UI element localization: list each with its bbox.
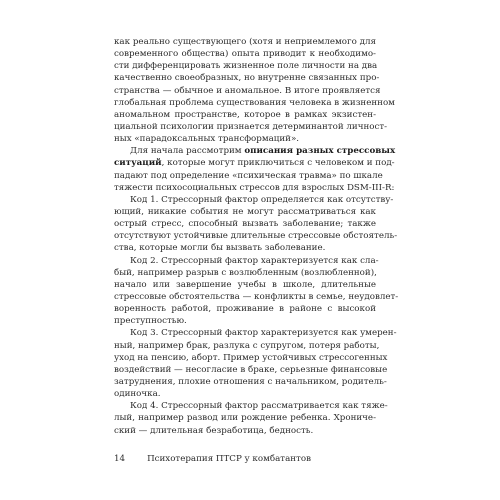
bold-phrase: ситуаций [114,158,162,169]
text-line: воздействий — несогласие в браке, серьезные финансовые [114,364,388,375]
text-line: ский — длительная безработица, бедность. [114,425,314,436]
text-line: уход на пенсию, аборт. Пример устойчивых стрессогенных [114,352,388,363]
text-line: ный, например брак, разлука с супругом, потеря работы, [114,340,380,351]
text-line: воренность работой, проживание в районе с высокой [114,304,376,315]
text-line: Код 4. Стрессорный фактор рассматривается как тяже- [130,401,388,412]
text-line: циальной психологии признается детерминантой личност- [114,121,388,132]
text-line: ства, которые могли бы вызвать заболевание. [114,243,326,254]
running-title: Психотерапия ПТСР у комбатантов [147,454,311,464]
text-line: тяжести психосоциальных стрессов для взрослых DSM-III-R: [114,182,395,193]
text-line: начало или завершение учебы в школе, длительные [114,279,376,290]
text-line: ющий, никакие события не могут рассматриваться как [114,206,376,217]
text-line: глобальная проблема существования человека в жизненном [114,97,395,108]
page-number: 14 [114,454,126,464]
bold-phrase: описания разных стрессовых [244,146,396,157]
text-line: ных «парадоксальных трансформаций». [114,134,300,145]
text-line: стрессовые обстоятельства — конфликты в семье, неудовлет- [114,291,399,302]
text-line: Для начала рассмотрим описания разных стрессовых [130,146,396,157]
text-line: падают под определение «психическая травма» по шкале [114,170,383,181]
text-line: ситуаций, которые могут приключиться с человеком и под- [114,158,395,169]
text-line: затруднения, плохие отношения с начальником, родитель- [114,376,387,387]
text-line: острый стресс, способный вызвать заболевание; также [114,219,376,230]
text-line: Код 1. Стрессорный фактор определяется как отсутству- [130,194,394,205]
text-line: качественно своеобразных, но внутренне связанных про- [114,73,380,84]
text-line: современного общества) опыта приводит к необходимо- [114,49,376,60]
text-line: преступностью. [114,316,187,327]
text-line: как реально существующего (хотя и неприемлемого для [114,37,376,47]
text-line: Код 3. Стрессорный фактор характеризуется как умерен- [130,328,397,339]
text-line: сти дифференцировать жизненное поле личности на два [114,61,378,72]
text-line: бый, например разрыв с возлюбленным (возлюбленной), [114,267,377,278]
text-line: одиночка. [114,389,161,400]
text-line: Код 2. Стрессорный фактор характеризуется как сла- [130,255,379,266]
page-footer [114,454,311,464]
text-line: отсутствуют устойчивые длительные стрессовые обстоятель- [114,231,398,242]
text-line: странства — обычное и аномальное. В итоге проявляется [114,85,381,96]
body-text [114,36,399,437]
text-line: лый, например развод или рождение ребенка. Хрониче- [114,413,376,424]
text-line: аномальном пространстве, которое в рамках экзистен- [114,109,376,120]
